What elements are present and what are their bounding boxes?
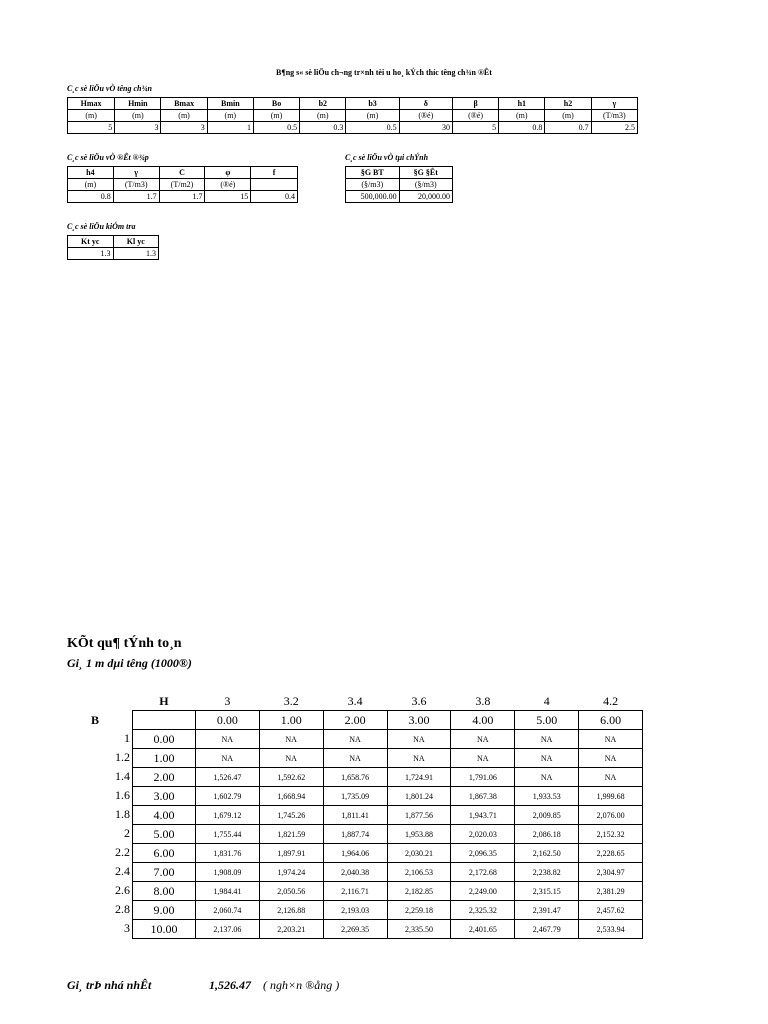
b-index: 8.00 (133, 882, 196, 901)
cost-results-table (115, 692, 643, 939)
table-row (130, 768, 643, 787)
cost-cell: 1,953.88 (387, 825, 451, 844)
cost-cell: 1,877.56 (387, 806, 451, 825)
cost-cell: 1,658.76 (323, 768, 387, 787)
cost-cell: 2,238.82 (515, 863, 579, 882)
wall-unit-cell: (T/m3) (591, 110, 637, 122)
check-header-cell: Kl yc (113, 236, 159, 248)
b-value-text: 1.4 (115, 768, 130, 783)
b-index: 6.00 (133, 844, 196, 863)
cost-cell: 2,086.18 (515, 825, 579, 844)
finance-unit-cell: (§/m3) (346, 179, 400, 191)
cost-cell: 1,933.53 (515, 787, 579, 806)
wall-value-row (68, 122, 638, 134)
wall-unit-cell: (m) (207, 110, 253, 122)
finance-params-table (345, 166, 453, 203)
finance-value-cell: 500,000.00 (346, 191, 400, 203)
cost-cell: 2,172.68 (451, 863, 515, 882)
h-value: 3.2 (283, 693, 299, 708)
cost-cell: 1,964.06 (323, 844, 387, 863)
check-value-cell: 1.3 (68, 248, 114, 260)
cost-cell: 2,335.50 (387, 920, 451, 939)
cost-cell: 1,791.06 (451, 768, 515, 787)
wall-unit-cell: (m) (253, 110, 299, 122)
b-value-text: 1.8 (115, 806, 130, 821)
cost-cell: 2,193.03 (323, 901, 387, 920)
b-value-text: 1 (124, 730, 130, 745)
soil-value-row (68, 191, 298, 203)
section-soil-label: C¸c sè liÖu vÒ ®Êt ®¾p (67, 153, 149, 162)
wall-header-cell: γ (591, 98, 637, 110)
wall-value-cell: 0.7 (545, 122, 591, 134)
min-value-unit: ( ngh×n ®ång ) (263, 978, 340, 992)
cost-cell: 1,811.41 (323, 806, 387, 825)
wall-value-cell: 3 (161, 122, 207, 134)
table-row (130, 844, 643, 863)
cost-cell: 1,735.09 (323, 787, 387, 806)
index-corner-cell (133, 711, 196, 730)
b-index: 2.00 (133, 768, 196, 787)
cost-cell: 1,755.44 (195, 825, 259, 844)
cost-cell: NA (195, 749, 259, 768)
wall-unit-row (68, 110, 638, 122)
table-row (130, 806, 643, 825)
cost-cell: 2,009.85 (515, 806, 579, 825)
b-value (115, 768, 133, 787)
cost-cell: 1,897.91 (259, 844, 323, 863)
wall-header-cell: h1 (499, 98, 545, 110)
b-value (115, 749, 133, 768)
cost-cell: 2,401.65 (451, 920, 515, 939)
cost-cell: NA (515, 749, 579, 768)
finance-unit-cell: (§/m3) (399, 179, 452, 191)
wall-header-cell: β (452, 98, 498, 110)
cost-cell: 2,040.38 (323, 863, 387, 882)
wall-header-cell: b2 (300, 98, 346, 110)
cost-cell: 2,228.65 (579, 844, 643, 863)
wall-unit-cell: (m) (68, 110, 115, 122)
wall-header-cell: h2 (545, 98, 591, 110)
wall-value-cell: 1 (207, 122, 253, 134)
h-value: 4 (543, 693, 550, 708)
finance-unit-row (346, 179, 453, 191)
cost-cell: 2,325.32 (451, 901, 515, 920)
cost-cell: 1,974.24 (259, 863, 323, 882)
wall-unit-cell: (m) (161, 110, 207, 122)
table-row (130, 920, 643, 939)
table-row (130, 825, 643, 844)
wall-header-cell: Bmin (207, 98, 253, 110)
cost-cell: 1,887.74 (323, 825, 387, 844)
table-row (130, 863, 643, 882)
cost-cell: 2,304.97 (579, 863, 643, 882)
cost-cell: NA (451, 730, 515, 749)
cost-cell: NA (451, 749, 515, 768)
cost-cell: NA (387, 749, 451, 768)
soil-params-table (67, 166, 298, 203)
b-index: 5.00 (133, 825, 196, 844)
results-subtitle: Gi¸ 1 m dµi têng (1000®) (67, 656, 192, 670)
b-value (124, 825, 133, 844)
wall-value-cell: 0.8 (499, 122, 545, 134)
cost-cell: NA (259, 730, 323, 749)
cost-cell: 2,020.03 (451, 825, 515, 844)
finance-value-cell: 20,000.00 (399, 191, 452, 203)
cost-cell: 1,679.12 (195, 806, 259, 825)
b-index: 10.00 (133, 920, 196, 939)
h-index: 4.00 (451, 711, 515, 730)
cost-cell: 1,745.26 (259, 806, 323, 825)
b-value-text: 2 (124, 825, 130, 840)
b-value (115, 882, 133, 901)
cost-cell: NA (515, 730, 579, 749)
wall-params-table (67, 97, 638, 134)
b-value-text: 2.4 (115, 863, 130, 878)
b-value-text: 2.2 (115, 844, 130, 859)
soil-value-cell: 0.8 (68, 191, 114, 203)
soil-header-cell: γ (113, 167, 159, 179)
wall-header-cell: b3 (346, 98, 399, 110)
table-row (130, 787, 643, 806)
table-row (130, 730, 643, 749)
cost-cell: 2,259.18 (387, 901, 451, 920)
cost-cell: 2,533.94 (579, 920, 643, 939)
cost-cell: 2,116.71 (323, 882, 387, 901)
check-header-row (68, 236, 159, 248)
page-title: B¶ng s« sè liÖu ch¬ng tr×nh tèi u ho¸ kÝch thíc têng ch¾n ®Êt (276, 68, 492, 77)
soil-value-cell: 15 (205, 191, 251, 203)
cost-cell: 1,984.41 (195, 882, 259, 901)
h-index: 5.00 (515, 711, 579, 730)
cost-cell: 2,182.85 (387, 882, 451, 901)
wall-unit-cell: (m) (545, 110, 591, 122)
h-index: 3.00 (387, 711, 451, 730)
cost-cell: NA (323, 749, 387, 768)
b-value (115, 844, 133, 863)
b-index: 1.00 (133, 749, 196, 768)
soil-unit-cell: (T/m2) (159, 179, 205, 191)
check-value-cell: 1.3 (113, 248, 159, 260)
wall-header-row (68, 98, 638, 110)
h-values-row (130, 692, 643, 711)
table-row (130, 749, 643, 768)
h-value: 3.6 (411, 693, 427, 708)
table-row (130, 901, 643, 920)
h-axis-label: H (159, 693, 169, 708)
b-value-text: 1.6 (115, 787, 130, 802)
cost-cell: 2,152.32 (579, 825, 643, 844)
b-value-text: 2.8 (115, 901, 130, 916)
soil-unit-row (68, 179, 298, 191)
cost-cell: NA (579, 730, 643, 749)
check-value-row (68, 248, 159, 260)
cost-cell: 2,030.21 (387, 844, 451, 863)
wall-value-cell: 3 (115, 122, 161, 134)
soil-header-cell: f (251, 167, 298, 179)
wall-header-cell: Bo (253, 98, 299, 110)
check-params-table (67, 235, 159, 260)
wall-unit-cell: (m) (499, 110, 545, 122)
results-title: KÕt qu¶ tÝnh to¸n (67, 636, 182, 651)
wall-unit-cell: (m) (300, 110, 346, 122)
wall-header-cell: Hmax (68, 98, 115, 110)
cost-cell: 2,060.74 (195, 901, 259, 920)
b-index: 3.00 (133, 787, 196, 806)
finance-header-cell: §G §Êt (399, 167, 452, 179)
b-value (115, 901, 133, 920)
min-value-label: Gi¸ trÞ nhá nhÊt (67, 978, 152, 992)
wall-header-cell: Bmax (161, 98, 207, 110)
h-index: 1.00 (259, 711, 323, 730)
cost-cell: 1,602.79 (195, 787, 259, 806)
cost-cell: 1,724.91 (387, 768, 451, 787)
cost-cell: 1,831.76 (195, 844, 259, 863)
wall-header-cell: Hmin (115, 98, 161, 110)
soil-unit-cell: (®é) (205, 179, 251, 191)
cost-cell: 2,162.50 (515, 844, 579, 863)
cost-cell: 2,467.79 (515, 920, 579, 939)
h-value: 3 (224, 693, 231, 708)
cost-cell: 1,867.38 (451, 787, 515, 806)
cost-cell: 2,249.00 (451, 882, 515, 901)
b-value (115, 787, 133, 806)
b-value-text: 2.6 (115, 882, 130, 897)
wall-value-cell: 5 (68, 122, 115, 134)
h-index: 6.00 (579, 711, 643, 730)
finance-value-row (346, 191, 453, 203)
cost-cell: 2,076.00 (579, 806, 643, 825)
b-index: 9.00 (133, 901, 196, 920)
b-value (124, 920, 133, 939)
b-axis-label: B (91, 713, 100, 727)
soil-unit-cell (251, 179, 298, 191)
cost-cell: NA (195, 730, 259, 749)
cost-cell: 2,106.53 (387, 863, 451, 882)
wall-unit-cell: (m) (115, 110, 161, 122)
h-index-row (130, 711, 643, 730)
soil-value-cell: 0.4 (251, 191, 298, 203)
section-check-label: C¸c sè liÖu kiÓm tra (67, 222, 136, 231)
wall-value-cell: 0.3 (300, 122, 346, 134)
b-value (115, 863, 133, 882)
section-wall-label: C¸c sè liÖu vÒ têng ch¾n (67, 84, 152, 93)
cost-cell: 1,668.94 (259, 787, 323, 806)
cost-cell: 2,391.47 (515, 901, 579, 920)
soil-unit-cell: (T/m3) (113, 179, 159, 191)
cost-cell: NA (259, 749, 323, 768)
cost-cell: 2,126.88 (259, 901, 323, 920)
b-index: 4.00 (133, 806, 196, 825)
cost-cell: 2,315.15 (515, 882, 579, 901)
cost-cell: 1,592.62 (259, 768, 323, 787)
table-row (130, 882, 643, 901)
h-value: 3.4 (347, 693, 363, 708)
cost-cell: 2,457.62 (579, 901, 643, 920)
cost-cell: NA (579, 749, 643, 768)
cost-cell: 2,381.29 (579, 882, 643, 901)
finance-header-cell: §G BT (346, 167, 400, 179)
cost-cell: 2,096.35 (451, 844, 515, 863)
cost-cell: 1,908.09 (195, 863, 259, 882)
h-index: 0.00 (195, 711, 259, 730)
wall-unit-cell: (®é) (399, 110, 452, 122)
soil-header-row (68, 167, 298, 179)
cost-cell: 1,801.24 (387, 787, 451, 806)
min-value: 1,526.47 (209, 978, 251, 992)
soil-unit-cell: (m) (68, 179, 114, 191)
soil-header-cell: h4 (68, 167, 114, 179)
h-index: 2.00 (323, 711, 387, 730)
soil-header-cell: C (159, 167, 205, 179)
wall-value-cell: 5 (452, 122, 498, 134)
cost-cell: 1,821.59 (259, 825, 323, 844)
wall-value-cell: 30 (399, 122, 452, 134)
cost-cell: NA (579, 768, 643, 787)
cost-cell: NA (515, 768, 579, 787)
h-value: 3.8 (475, 693, 491, 708)
b-value (115, 806, 133, 825)
soil-header-cell: φ (205, 167, 251, 179)
b-value-text: 3 (124, 920, 130, 935)
wall-value-cell: 2.5 (591, 122, 637, 134)
b-value-text: 1.2 (115, 749, 130, 764)
cost-cell: 2,137.06 (195, 920, 259, 939)
cost-cell: NA (323, 730, 387, 749)
check-header-cell: Kt yc (68, 236, 114, 248)
wall-unit-cell: (®é) (452, 110, 498, 122)
cost-cell: 1,943.71 (451, 806, 515, 825)
wall-header-cell: δ (399, 98, 452, 110)
section-finance-label: C¸c sè liÖu vÒ tµi chÝnh (345, 153, 429, 162)
wall-value-cell: 0.5 (253, 122, 299, 134)
b-index: 0.00 (133, 730, 196, 749)
wall-value-cell: 0.5 (346, 122, 399, 134)
finance-header-row (346, 167, 453, 179)
cost-cell: 2,050.56 (259, 882, 323, 901)
cost-cell: NA (387, 730, 451, 749)
b-value (124, 730, 133, 749)
cost-cell: 1,999.68 (579, 787, 643, 806)
h-value: 4.2 (603, 693, 619, 708)
cost-cell: 2,203.21 (259, 920, 323, 939)
soil-value-cell: 1.7 (159, 191, 205, 203)
cost-cell: 1,526.47 (195, 768, 259, 787)
wall-unit-cell: (m) (346, 110, 399, 122)
b-index: 7.00 (133, 863, 196, 882)
soil-value-cell: 1.7 (113, 191, 159, 203)
cost-cell: 2,269.35 (323, 920, 387, 939)
